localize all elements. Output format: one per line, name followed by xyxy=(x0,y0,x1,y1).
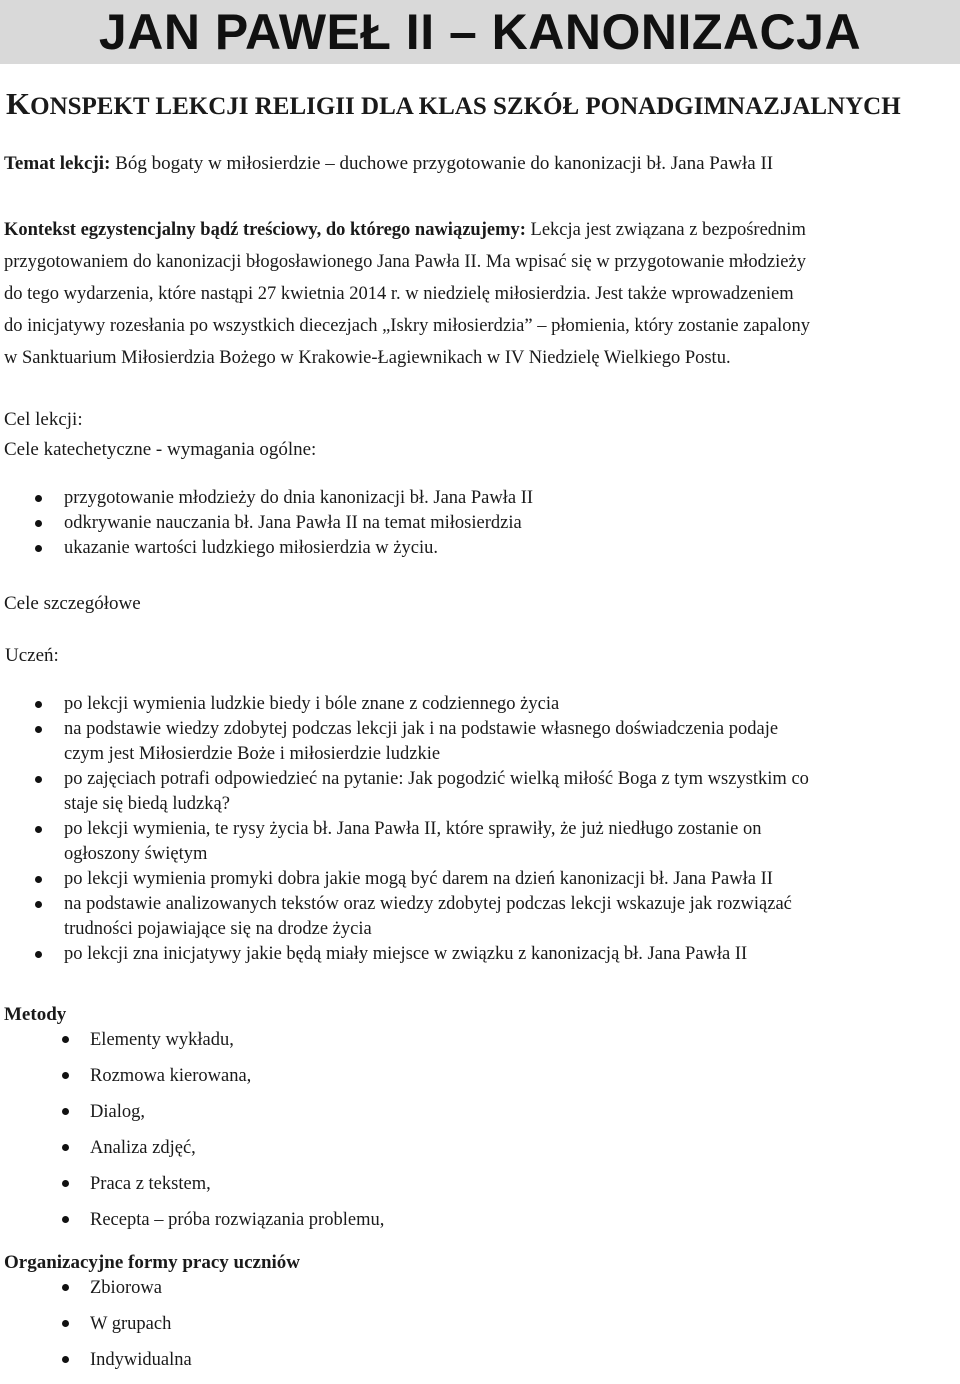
list-item: na podstawie analizowanych tekstów oraz wiedzy zdobytej podczas lekcji wskazuje jak rozwiązać trudności pojawiające się na drodze życia xyxy=(0,892,809,942)
bullet-icon xyxy=(62,1284,69,1291)
student-label: Uczeń: xyxy=(5,645,59,666)
bullet-icon xyxy=(62,1320,69,1327)
topic-line xyxy=(4,148,773,180)
list-item: na podstawie wiedzy zdobytej podczas lekcji jak i na podstawie własnego doświadczenia podaje czym jest Miłosierdzie Boże i miłosierdzie ludzkie xyxy=(0,717,809,767)
list-item: po lekcji zna inicjatywy jakie będą miały miejsce w związku z kanonizacją bł. Jana Pawła II xyxy=(0,942,809,967)
bullet-icon xyxy=(62,1072,69,1079)
title-banner xyxy=(0,0,960,64)
bullet-icon xyxy=(62,1036,69,1043)
list-item: Zbiorowa xyxy=(0,1276,192,1312)
list-item: Praca z tekstem, xyxy=(0,1172,384,1208)
bullet-icon xyxy=(35,701,42,708)
bullet-icon xyxy=(35,726,42,733)
list-item: Indywidualna xyxy=(0,1348,192,1384)
methods-heading: Metody xyxy=(4,1004,67,1025)
subtitle-initial: K xyxy=(6,86,31,121)
context-line: do inicjatywy rozesłania po wszystkich diecezjach „Iskry miłosierdzia” – płomienia, który zostanie zapalony xyxy=(4,316,811,336)
context-line: do tego wydarzenia, które nastąpi 27 kwietnia 2014 r. w niedzielę miłosierdzia. Jest także wprowadzeniem xyxy=(4,284,794,304)
bullet-icon xyxy=(35,776,42,783)
context-line: w Sanktuarium Miłosierdzia Bożego w Krakowie-Łagiewnikach w IV Niedzielę Wielkiego Postu. xyxy=(4,348,731,368)
detailed-goals-heading: Cele szczegółowe xyxy=(4,593,141,614)
forms-list xyxy=(0,1276,192,1384)
list-item: po lekcji wymienia ludzkie biedy i bóle znane z codziennego życia xyxy=(0,692,809,717)
detailed-goals-list xyxy=(0,692,809,967)
context-line: przygotowaniem do kanonizacji błogosławionego Jana Pawła II. Ma wpisać się w przygotowanie młodzieży xyxy=(4,252,806,272)
list-item: Recepta – próba rozwiązania problemu, xyxy=(0,1208,384,1244)
context-line xyxy=(4,214,956,246)
bullet-icon xyxy=(35,495,42,502)
bullet-icon xyxy=(62,1180,69,1187)
bullet-icon xyxy=(62,1216,69,1223)
bullet-icon xyxy=(35,520,42,527)
context-paragraph xyxy=(4,214,956,374)
list-item: W grupach xyxy=(0,1312,192,1348)
bullet-icon xyxy=(35,951,42,958)
list-item: przygotowanie młodzieży do dnia kanonizacji bł. Jana Pawła II xyxy=(0,486,533,511)
methods-list xyxy=(0,1028,384,1244)
document-title: JAN PAWEŁ II – KANONIZACJA xyxy=(98,4,862,60)
list-item: Elementy wykładu, xyxy=(0,1028,384,1064)
list-item: po lekcji wymienia, te rysy życia bł. Jana Pawła II, które sprawiły, że już niedługo zostanie on ogłoszony świętym xyxy=(0,817,809,867)
general-goals-list xyxy=(0,486,533,561)
bullet-icon xyxy=(62,1356,69,1363)
topic-text: Bóg bogaty w miłosierdzie – duchowe przygotowanie do kanonizacji bł. Jana Pawła II xyxy=(110,153,774,174)
goal-heading: Cel lekcji: xyxy=(4,409,83,430)
list-item: odkrywanie nauczania bł. Jana Pawła II na temat miłosierdzia xyxy=(0,511,533,536)
list-item: Dialog, xyxy=(0,1100,384,1136)
bullet-icon xyxy=(35,901,42,908)
list-item: Analiza zdjęć, xyxy=(0,1136,384,1172)
bullet-icon xyxy=(62,1144,69,1151)
topic-label: Temat lekcji: xyxy=(4,153,111,174)
document-subtitle xyxy=(6,86,901,122)
bullet-icon xyxy=(62,1108,69,1115)
context-label: Kontekst egzystencjalny bądź treściowy, do którego nawiązujemy: xyxy=(4,220,526,240)
bullet-icon xyxy=(35,545,42,552)
subtitle-rest: ONSPEKT LEKCJI RELIGII DLA KLAS SZKÓŁ PONADGIMNAZJALNYCH xyxy=(30,93,901,120)
bullet-icon xyxy=(35,876,42,883)
general-goals-heading: Cele katechetyczne - wymagania ogólne: xyxy=(4,439,317,460)
context-text: Lekcja jest związana z bezpośrednim xyxy=(525,220,806,240)
bullet-icon xyxy=(35,826,42,833)
list-item: po zajęciach potrafi odpowiedzieć na pytanie: Jak pogodzić wielką miłość Boga z tym wszystkim co staje się biedą ludzką? xyxy=(0,767,809,817)
forms-heading: Organizacyjne formy pracy uczniów xyxy=(4,1252,301,1273)
list-item: Rozmowa kierowana, xyxy=(0,1064,384,1100)
list-item: ukazanie wartości ludzkiego miłosierdzia w życiu. xyxy=(0,536,533,561)
list-item: po lekcji wymienia promyki dobra jakie mogą być darem na dzień kanonizacji bł. Jana Pawła II xyxy=(0,867,809,892)
